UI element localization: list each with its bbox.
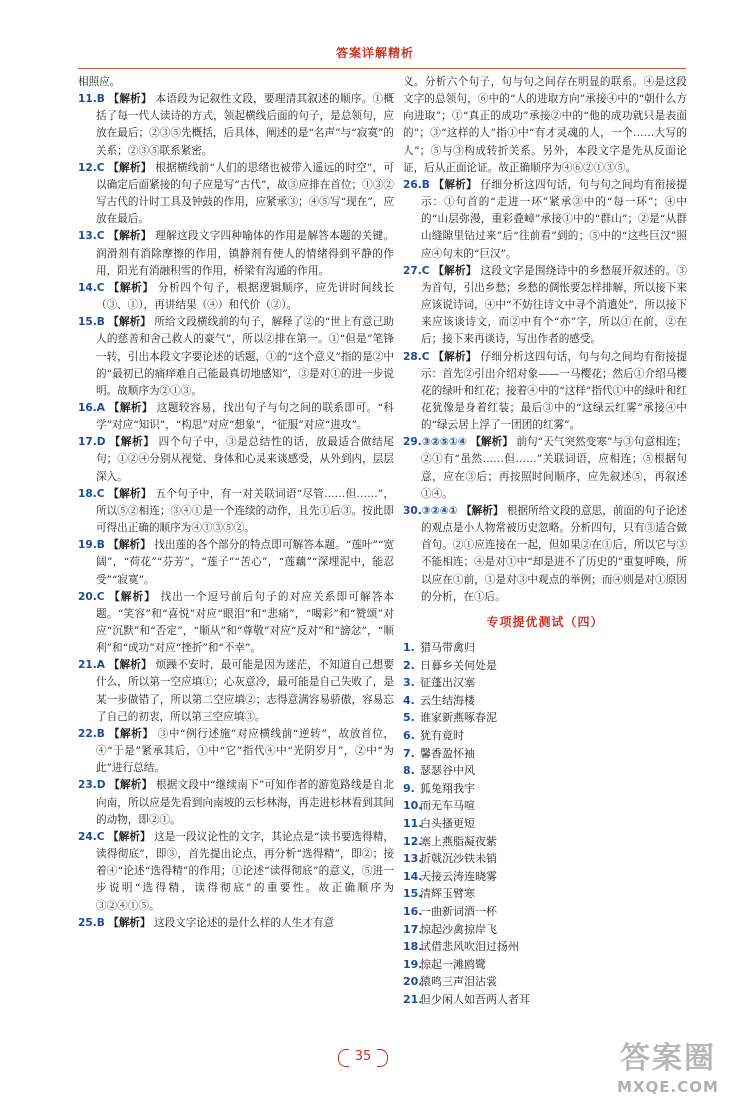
answer-item bbox=[78, 91, 394, 160]
analysis-tag: 【解析】 bbox=[108, 161, 152, 174]
poem-number: 19. bbox=[403, 957, 423, 971]
analysis-text: 所给文段横线前的句子，解释了②的“世上有意己助人的慈善和舍己救人的豪气”，所以②排在第一。①“但是”笔锋一转，引出本段文字要论述的话题，①的“这个意义”指的是②中的“最初已的痛痒难自己能最真切地感知”，③是对①的进一步说明。故顺序为②①③。 bbox=[96, 316, 395, 397]
item-answer: C bbox=[421, 264, 430, 277]
answer-item bbox=[78, 228, 394, 279]
page-header-title: 答案详解精析 bbox=[335, 46, 414, 60]
poem-answer bbox=[403, 938, 687, 956]
item-answer: ③②④① bbox=[421, 504, 458, 517]
analysis-tag: 【解析】 bbox=[461, 504, 504, 517]
poem-answer-list bbox=[403, 639, 687, 1008]
item-answer: B bbox=[96, 916, 105, 929]
item-number: 17. bbox=[78, 436, 97, 449]
poem-number: 21. bbox=[403, 992, 423, 1006]
item-answer: ③②⑤①④ bbox=[421, 436, 467, 449]
answer-item bbox=[78, 486, 394, 537]
answer-item bbox=[78, 726, 394, 777]
poem-line: 惊起一滩鸥鹭 bbox=[420, 957, 486, 971]
answer-item bbox=[403, 503, 687, 606]
analysis-tag: 【解析】 bbox=[108, 727, 154, 740]
answer-item bbox=[78, 657, 394, 726]
poem-answer bbox=[403, 692, 687, 710]
header-divider bbox=[78, 68, 686, 69]
poem-line: 犹有竟时 bbox=[420, 728, 464, 742]
analysis-tag: 【解析】 bbox=[108, 830, 151, 843]
analysis-text: ③中“例行述施”对应横线前“逆转”，故放首位，④“于是”紧承其后，①中“它”指代④中“光阴岁月”，②中“为此”进行总结。 bbox=[96, 727, 394, 775]
analysis-tag: 【解析】 bbox=[470, 436, 513, 449]
item-answer: A bbox=[96, 659, 105, 672]
page-number-bracket-right bbox=[377, 1049, 388, 1067]
poem-answer bbox=[403, 973, 687, 991]
poem-answer bbox=[403, 709, 687, 727]
poem-answer bbox=[403, 921, 687, 939]
left-column bbox=[78, 74, 394, 932]
item-number: 27. bbox=[403, 264, 422, 277]
item-number: 20. bbox=[78, 590, 97, 603]
watermark-logo bbox=[598, 1040, 738, 1104]
poem-number: 16. bbox=[403, 904, 423, 918]
analysis-text: 本语段为记叙性文段，要理清其叙述的顺序。①概括了每一代人读诗的方式，领起横线后面的句子，是总领句，应放在最后；②③⑤先概括，后具体，阐述的是“名声”与“寂寞”的关系；②③⑤联系紧密。 bbox=[96, 93, 394, 157]
item-answer: C bbox=[96, 590, 105, 603]
analysis-text: 找出莲的各个部分的特点即可解答本题。“莲叶”“宽阔”，“荷花”“芬芳”，“莲子”“苦心”，“莲藕”“深埋泥中，能忍受”“寂寞”。 bbox=[96, 539, 394, 586]
poem-answer bbox=[403, 956, 687, 974]
poem-number: 9. bbox=[403, 781, 415, 795]
right-column bbox=[403, 74, 687, 1008]
poem-number: 3. bbox=[403, 676, 415, 690]
item-answer: B bbox=[421, 178, 430, 191]
poem-number: 13. bbox=[403, 852, 423, 866]
poem-answer bbox=[403, 745, 687, 763]
poem-number: 6. bbox=[403, 728, 415, 742]
answer-item bbox=[403, 434, 687, 503]
poem-number: 17. bbox=[403, 922, 423, 936]
poem-line: 白头搔更短 bbox=[420, 816, 475, 830]
poem-line: 狐兔翔我宇 bbox=[420, 781, 475, 795]
analysis-tag: 【解析】 bbox=[108, 316, 151, 329]
analysis-tag: 【解析】 bbox=[108, 487, 152, 500]
analysis-text: 五个句子中，有一对关联词语“尽管……但……”，所以⑤②相连；③④①是一个连续的动作，且先①后③。按此即可得出正确的顺序为④①③⑤②。 bbox=[96, 487, 394, 535]
poem-line: 征蓬出汉塞 bbox=[420, 676, 475, 690]
analysis-text: 四个句子中，③是总结性的话，放最适合做结尾句；①②④分别从视觉、身体和心灵来谈感受，从外到内，层层深入。 bbox=[96, 436, 394, 483]
answer-item bbox=[78, 160, 394, 229]
poem-line: 猿鸣三声泪沾裳 bbox=[420, 975, 497, 989]
poem-line: 馨香盈怀袖 bbox=[420, 746, 475, 760]
item-number: 14. bbox=[78, 281, 97, 294]
analysis-tag: 【解析】 bbox=[108, 401, 153, 414]
answer-item bbox=[403, 349, 687, 435]
analysis-text: 分析四个句子，根据逻辑顺序，应先讲时间线长（③、①），再讲结果（④）和代价（②）。 bbox=[96, 281, 395, 312]
answer-item bbox=[78, 434, 394, 485]
poem-number: 15. bbox=[403, 887, 423, 901]
poem-number: 20. bbox=[403, 975, 423, 989]
analysis-text: 仔细分析这四句话，句与句之间均有衔接提示：①句首的“走进一环”紧承③中的“每一环”；④中的“山层弥漫，重彩叠嶂”承接①中的“群山”；②是“从群山缝隙里钻过来”后“往前看”到的；⑤中的“这些巨汉”照应④句末的“巨汉”。 bbox=[421, 178, 688, 260]
analysis-text: 根据文段中“继续南下”可知作者的游览路线是自北向南，所以应是先看到向南坡的云杉林海，再走进杉林看到其间的动物，即②①。 bbox=[96, 779, 395, 826]
answer-item bbox=[403, 177, 687, 263]
item-answer: C bbox=[96, 487, 105, 500]
poem-line: 天接云涛连晓雾 bbox=[420, 869, 497, 883]
item-answer: B bbox=[96, 539, 105, 552]
item-number: 22. bbox=[78, 727, 97, 740]
analysis-tag: 【解析】 bbox=[109, 590, 157, 603]
answer-item bbox=[78, 589, 394, 658]
answer-item bbox=[78, 314, 394, 400]
item-number: 11. bbox=[78, 93, 97, 106]
analysis-text: 这题较容易，找出句子与句之间的联系即可。“科学”对应“知识”，“构思”对应“想象”，“征服”对应“进攻”。 bbox=[96, 401, 394, 432]
right-column-answers bbox=[403, 74, 687, 606]
item-number: 30. bbox=[403, 504, 422, 517]
poem-number: 8. bbox=[403, 764, 415, 778]
analysis-text: 前句“天气突然变寒”与③句意相连；②①有“虽然……但……”关联词语，应相连；⑤根据句意，应在③后；再按照时间顺序，应先叙述⑤，再叙述①④。 bbox=[421, 436, 687, 500]
analysis-tag: 【解析】 bbox=[108, 93, 152, 106]
poem-line: 而无车马喧 bbox=[420, 799, 475, 813]
analysis-tag: 【解析】 bbox=[108, 916, 151, 929]
poem-line: 云生结海楼 bbox=[420, 693, 475, 707]
answer-item bbox=[403, 263, 687, 349]
poem-answer bbox=[403, 727, 687, 745]
poem-number: 7. bbox=[403, 746, 415, 760]
analysis-tag: 【解析】 bbox=[108, 281, 154, 294]
answer-item bbox=[78, 400, 394, 434]
item-number: 26. bbox=[403, 178, 422, 191]
poem-number: 4. bbox=[403, 693, 415, 707]
poem-line: 塞上燕脂凝夜紫 bbox=[420, 834, 497, 848]
analysis-text: 烦躁不安时，最可能是因为迷茫，不知道自己想要什么，所以第一空应填①；心灰意冷，最可能是自己失败了，是某一步做错了，所以第二空应填②；志得意满容易骄傲，容易忘了自己的初衷，所以第三空应填③。 bbox=[96, 659, 394, 723]
analysis-tag: 【解析】 bbox=[108, 659, 152, 672]
analysis-tag: 【解析】 bbox=[109, 436, 155, 449]
poem-line: 折戟沉沙铁未销 bbox=[420, 852, 497, 866]
item-answer: C bbox=[96, 281, 105, 294]
poem-answer bbox=[403, 762, 687, 780]
item-number: 24. bbox=[78, 830, 97, 843]
poem-number: 11. bbox=[403, 816, 423, 830]
poem-line: 猎马带禽归 bbox=[420, 641, 475, 654]
item-answer: C bbox=[96, 161, 105, 174]
item-number: 12. bbox=[78, 161, 97, 174]
poem-answer bbox=[403, 657, 687, 675]
poem-answer bbox=[403, 797, 687, 815]
item-answer: B bbox=[96, 316, 105, 329]
item-number: 23. bbox=[78, 779, 97, 792]
item-number: 13. bbox=[78, 230, 97, 243]
poem-answer bbox=[403, 868, 687, 886]
answer-item bbox=[78, 915, 394, 932]
item-number: 29. bbox=[403, 436, 422, 449]
watermark-text: 答案圈 bbox=[620, 1041, 716, 1076]
section-title: 专项提优测试（四） bbox=[486, 614, 604, 629]
poem-line: 瑟瑟谷中风 bbox=[420, 764, 475, 778]
poem-answer bbox=[403, 903, 687, 921]
page-number-text: 35 bbox=[354, 1049, 372, 1064]
analysis-tag: 【解析】 bbox=[108, 230, 152, 243]
poem-number: 18. bbox=[403, 940, 423, 954]
poem-answer bbox=[403, 780, 687, 798]
item-number: 18. bbox=[78, 487, 97, 500]
poem-line: 谁家新燕啄春泥 bbox=[420, 711, 497, 725]
analysis-text: 这是一段议论性的文字，其论点是“读书要选得精，读得彻底”，即③，首先提出论点，再分析“选得精”，即②；接着④“论述“选得精”的作用；①论述“读得彻底”的意义，⑤进一步说明“选得精，读得彻底”的重要性。故正确顺序为③②④①⑤。 bbox=[96, 830, 394, 912]
watermark-url: MXQE.COM bbox=[617, 1078, 719, 1096]
poem-number: 1. bbox=[403, 641, 415, 654]
item-answer: D bbox=[96, 436, 106, 449]
item-answer: A bbox=[96, 401, 105, 414]
poem-number: 5. bbox=[403, 711, 415, 725]
poem-answer bbox=[403, 815, 687, 833]
poem-number: 2. bbox=[403, 658, 415, 672]
poem-line: 清辉玉臂寒 bbox=[420, 887, 475, 901]
poem-answer bbox=[403, 850, 687, 868]
answer-item bbox=[78, 280, 394, 314]
item-answer: B bbox=[96, 727, 105, 740]
item-number: 25. bbox=[78, 916, 97, 929]
analysis-text: 根据横线前“人们的思绪也被带入遥远的时空”，可以确定后面紧接的句子应是写“古代”，故③应排在首位；①③②写古代的计时工具及钟鼓的作用，应紧承③；④⑤写“现在”，应放在最后。 bbox=[96, 161, 394, 226]
poem-number: 10. bbox=[403, 799, 423, 813]
analysis-tag: 【解析】 bbox=[433, 264, 477, 277]
poem-number: 12. bbox=[403, 834, 423, 848]
poem-line: 但少闲人如吾两人者耳 bbox=[420, 992, 530, 1006]
item-answer: C bbox=[96, 830, 105, 843]
analysis-text: 根据所给文段的意思，前面的句子论述的观点是小人物常被历史忽略。分析四句，只有③适合做首句。②①应连接在一起，但如果②在①后，所以它与③不能相连；④是对①中“却是进不了历史的”重复呼唤，所以应在①前，①是对③中观点的举例；而④则是对①原因的分析，在①后。 bbox=[421, 504, 688, 603]
item-answer: C bbox=[96, 230, 105, 243]
item-number: 16. bbox=[78, 401, 97, 414]
analysis-text: 找出一个逗号前后句子的对应关系即可解答本题。“笑容”和“喜悦”对应“眼泪”和“悲痛”，“喝彩”和“赞颂”对应“沉默”和“否定”，“顺从”和“尊敬”对应“反对”和“謗忿”，“顺利”和“成功”对应“挫折”和“不幸”。 bbox=[96, 590, 395, 655]
poem-answer bbox=[403, 885, 687, 903]
analysis-tag: 【解析】 bbox=[108, 539, 151, 552]
analysis-tag: 【解析】 bbox=[433, 178, 478, 191]
page-number-bracket-left bbox=[338, 1049, 349, 1067]
item-number: 19. bbox=[78, 539, 97, 552]
continued-text: 相照应。 bbox=[78, 76, 121, 88]
analysis-text: 这段文字论述的是什么样的人生才有意 bbox=[153, 916, 335, 929]
answer-item bbox=[78, 829, 394, 915]
item-number: 15. bbox=[78, 316, 97, 329]
poem-number: 14. bbox=[403, 869, 423, 883]
poem-line: 惊起沙禽掠岸飞 bbox=[420, 922, 497, 936]
analysis-text: 仔细分析这四句话，句与句之间均有衔接提示：首先②引出介绍对象——一马樱花；然后①介绍马樱花的绿叶和红花；接着④中的“这样”指代①中的绿叶和红花犹像是身着红装；最后③中的“这绿云红雾”承接④中的“绿云居上浮了一团团的红雾”。 bbox=[421, 350, 688, 432]
page-number bbox=[338, 1049, 388, 1067]
analysis-tag: 【解析】 bbox=[109, 779, 153, 792]
poem-line: 日暮乡关何处是 bbox=[420, 658, 497, 672]
continued-text: 义。分析六个句子，句与句之间存在明显的联系。④是这段文字的总领句，⑥中的“人的进取方向”承接④中的“朝什么方向进取”；①“真正的成功”承接②中的“他的成功就只是表面的”；③“这样的人”指①中“有才灵魂的人，一个……大写的人”；⑤与③构成转折关系。另外，本段文字是先从反面论证，后从正面论证。故正确顺序为④⑥②①③⑤。 bbox=[403, 76, 687, 174]
poem-answer bbox=[403, 674, 687, 692]
answer-item bbox=[78, 537, 394, 588]
item-number: 21. bbox=[78, 659, 97, 672]
analysis-tag: 【解析】 bbox=[433, 350, 477, 363]
item-answer: C bbox=[421, 350, 430, 363]
item-number: 28. bbox=[403, 350, 422, 363]
analysis-text: 这段文字是围绕诗中的乡愁展开叙述的。③为首句，引出乡愁；乡愁的倜怅要怎样排解，所以接下来应该说诗词，④中“不妨往诗文中寻个消遣处”，所以接下来应该谈诗文，而②中有个“亦”字，所以①在前，②在后；接下来再谈诗，写出作者的感受。 bbox=[421, 264, 688, 346]
poem-line: 试借悲风吹泪过扬州 bbox=[420, 940, 519, 954]
item-answer: B bbox=[96, 93, 105, 106]
analysis-text: 理解这段文字四种喻体的作用是解答本题的关键。润滑剂有消除摩擦的作用，镇静剂有使人的情绪得到平静的作用，阳光有消融积雪的作用，桥梁有沟通的作用。 bbox=[96, 230, 394, 277]
item-answer: D bbox=[96, 779, 106, 792]
poem-answer bbox=[403, 991, 687, 1009]
poem-line: 一曲新词酒一杯 bbox=[420, 904, 497, 918]
answer-item bbox=[78, 777, 394, 828]
poem-answer bbox=[403, 639, 687, 657]
poem-answer bbox=[403, 833, 687, 851]
